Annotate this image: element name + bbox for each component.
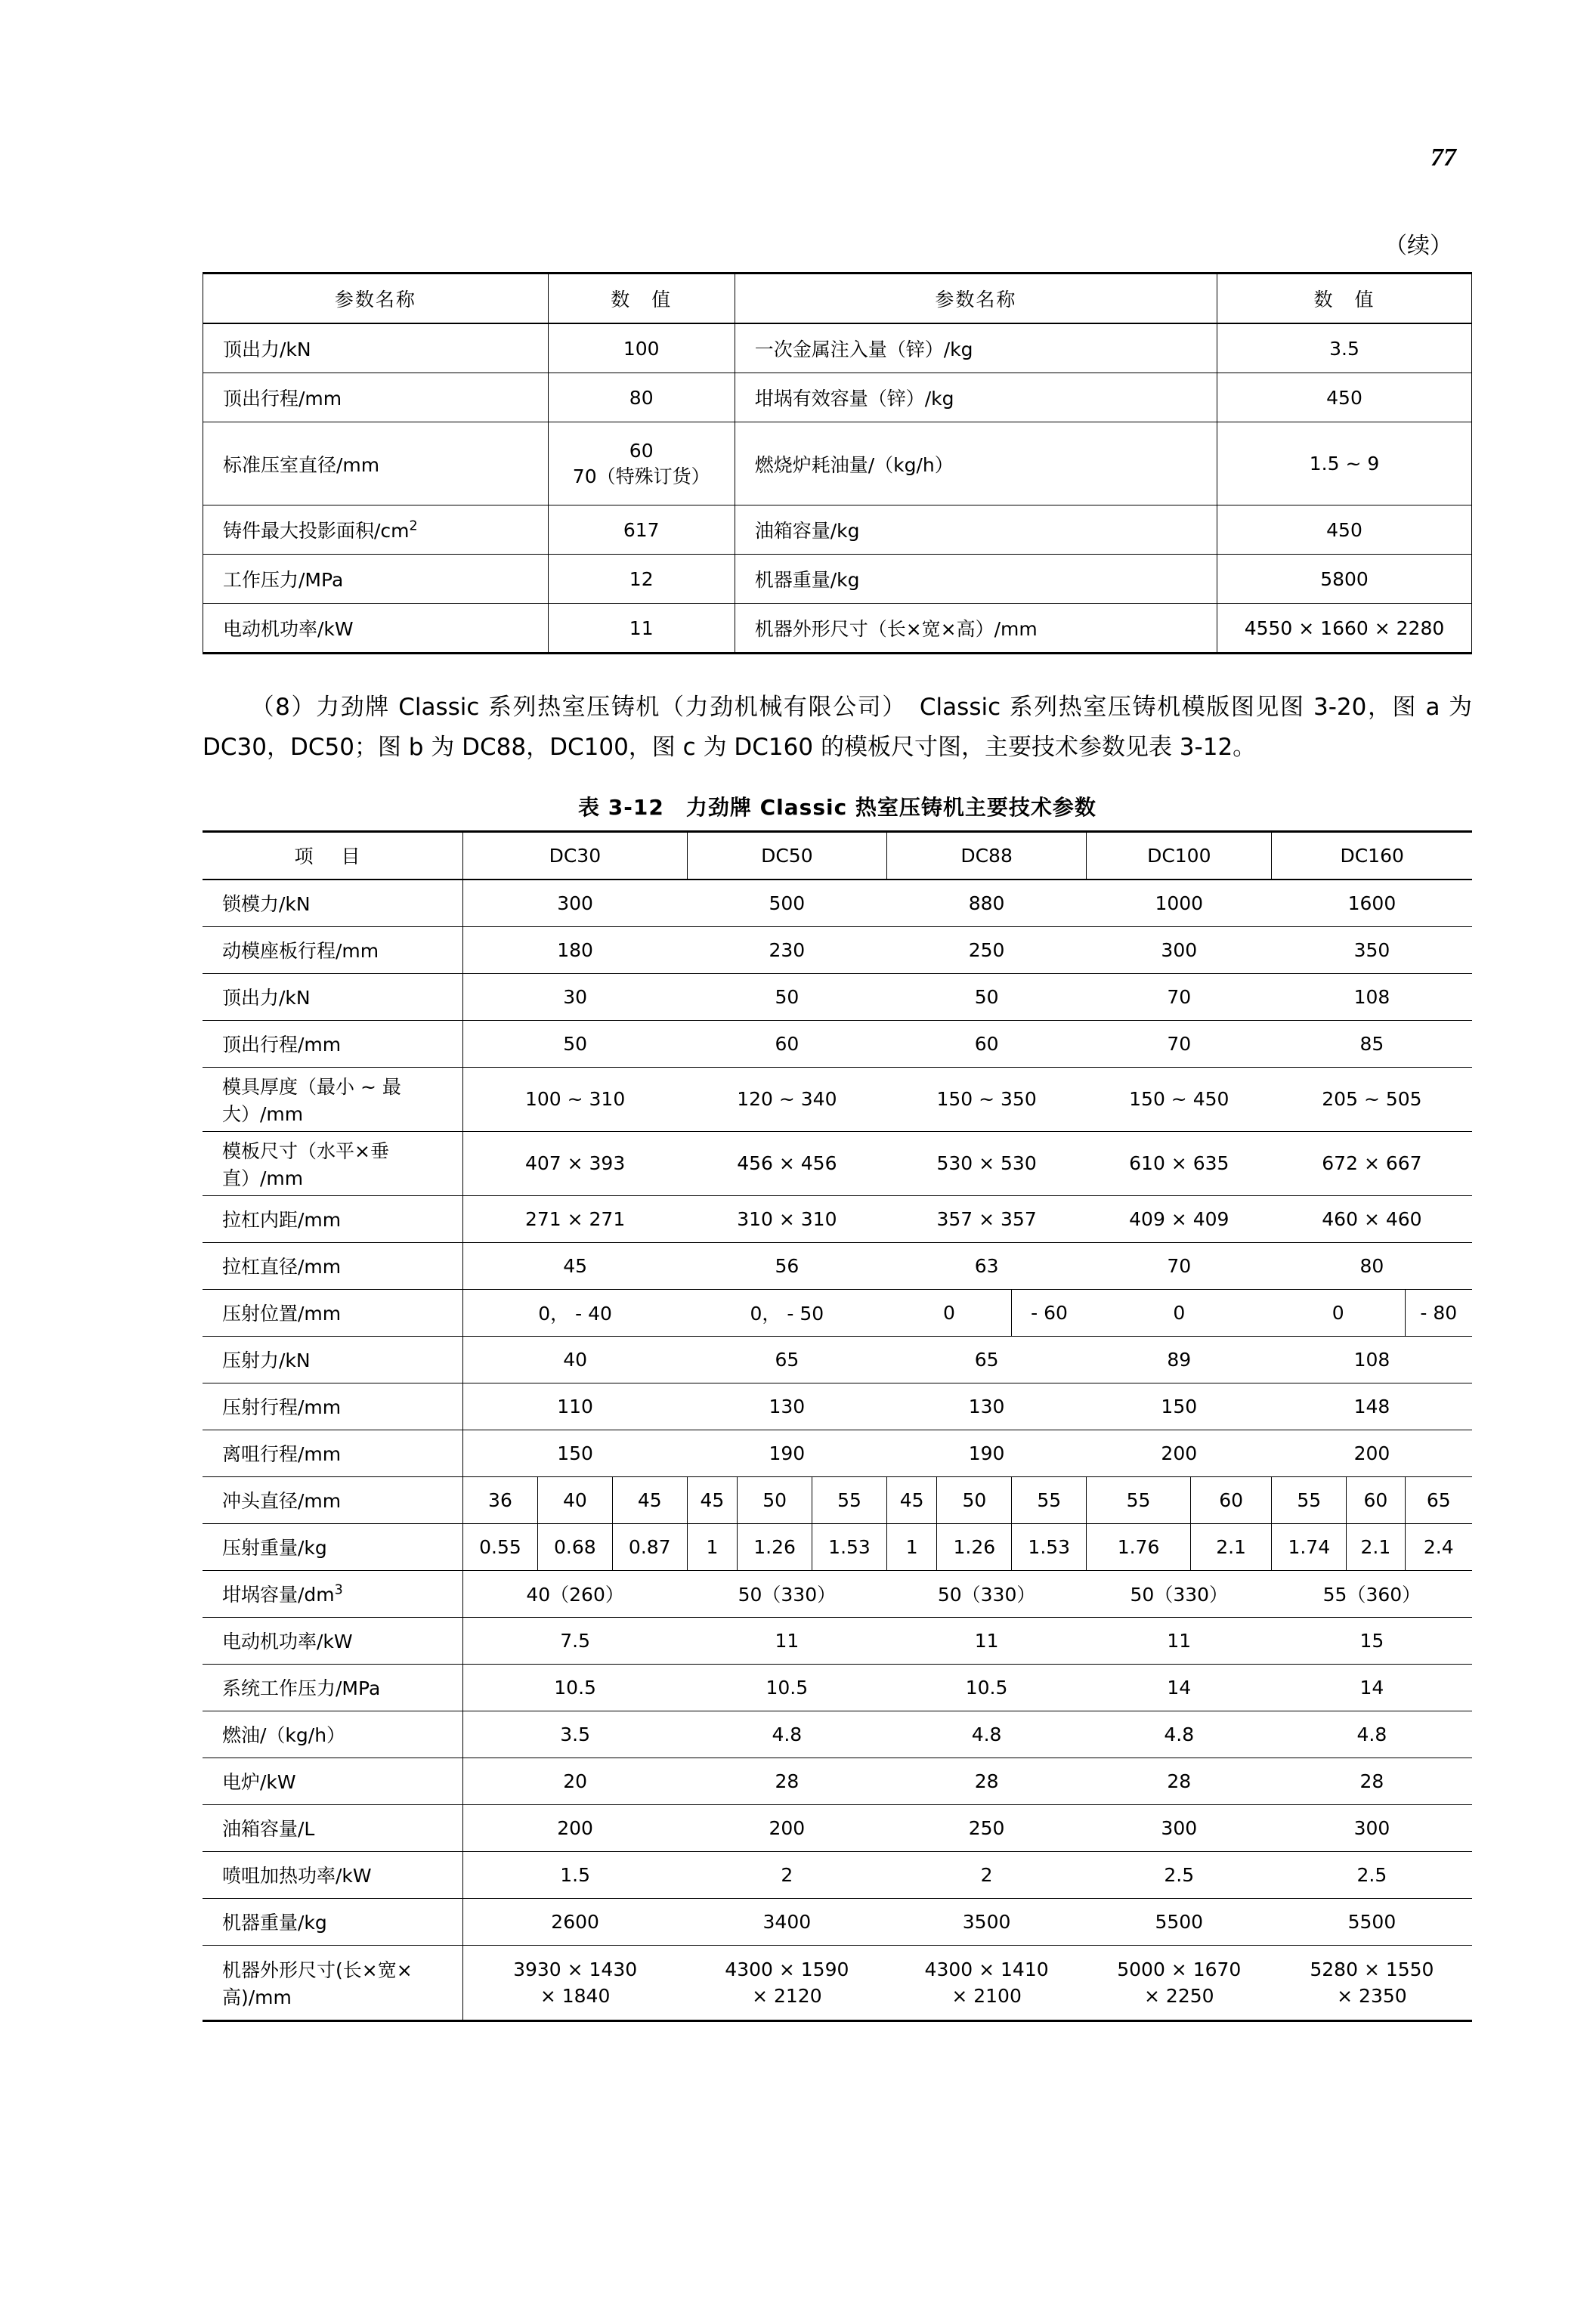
table-row	[203, 1476, 1472, 1523]
cell-item: 压射重量/kg	[203, 1523, 463, 1570]
cell-value-dc50: 190	[687, 1430, 886, 1476]
cell-value-dc30-3: 0.87	[612, 1523, 687, 1570]
cell-value-dc30: 40	[463, 1336, 688, 1383]
cell-item: 系统工作压力/MPa	[203, 1664, 463, 1711]
cell-value-dc88: 63	[886, 1242, 1086, 1289]
cell-value-dc30-2: 0.68	[537, 1523, 612, 1570]
table-row	[203, 1020, 1472, 1067]
cell-value: 1.5 ~ 9	[1217, 422, 1472, 505]
cell-value-dc160	[1272, 1945, 1472, 2020]
cell-value-dc50: 10.5	[687, 1664, 886, 1711]
cell-item: 模具厚度（最小 ~ 最大）/mm	[203, 1067, 463, 1131]
cell-value-dc160-b: - 80	[1405, 1289, 1472, 1336]
cell-value-dc160: 28	[1272, 1758, 1472, 1804]
cell-line1: 4300 × 1410	[924, 1958, 1049, 1980]
cell-value-dc100	[1087, 1945, 1272, 2020]
table-row	[203, 1570, 1472, 1617]
cell-value-dc30: 271 × 271	[463, 1195, 688, 1242]
cell-line2: × 2350	[1337, 1984, 1407, 2007]
cell-value-dc30: 200	[463, 1804, 688, 1851]
cell-item: 油箱容量/L	[203, 1804, 463, 1851]
cell-value-dc160: 108	[1272, 973, 1472, 1020]
cell-item: 机器重量/kg	[203, 1898, 463, 1945]
cell-value: 5800	[1217, 555, 1472, 604]
col-header-dc88: DC88	[886, 831, 1086, 880]
cell-value-dc30: 0， - 40	[463, 1289, 688, 1336]
cell-item: 顶出力/kN	[203, 973, 463, 1020]
cell-param-name: 标准压室直径/mm	[203, 422, 549, 505]
cell-value-dc100-2: 2.1	[1190, 1523, 1272, 1570]
cell-param-name: 顶出行程/mm	[203, 373, 549, 422]
cell-line2: × 1840	[540, 1984, 611, 2007]
table-row	[203, 1336, 1472, 1383]
table-row	[203, 880, 1472, 927]
cell-value-dc88: 250	[886, 1804, 1086, 1851]
cell-value-dc160: 5500	[1272, 1898, 1472, 1945]
cell-value-dc30: 1.5	[463, 1851, 688, 1898]
cell-item: 压射行程/mm	[203, 1383, 463, 1430]
cell-value-dc88: 60	[886, 1020, 1086, 1067]
cell-value-dc30: 7.5	[463, 1617, 688, 1664]
cell-value-dc160: 14	[1272, 1664, 1472, 1711]
table-row	[203, 926, 1472, 973]
table-row	[203, 555, 1472, 604]
cell-item: 顶出行程/mm	[203, 1020, 463, 1067]
cell-value-dc100: 70	[1087, 1242, 1272, 1289]
cell-value-dc160: 15	[1272, 1617, 1472, 1664]
cell-value-dc88: 880	[886, 880, 1086, 927]
cell-value-dc160: 80	[1272, 1242, 1472, 1289]
cell-value-dc160-3: 2.4	[1405, 1523, 1472, 1570]
cell-value-dc88: 357 × 357	[886, 1195, 1086, 1242]
table-row	[203, 373, 1472, 422]
cell-value: 3.5	[1217, 323, 1472, 373]
cell-value-dc88-1: 45	[886, 1476, 936, 1523]
cell-value-dc100: 409 × 409	[1087, 1195, 1272, 1242]
cell-value-dc30: 50	[463, 1020, 688, 1067]
cell-value-dc30: 110	[463, 1383, 688, 1430]
cell-value: 4550 × 1660 × 2280	[1217, 604, 1472, 654]
cell-item: 锁模力/kN	[203, 880, 463, 927]
col-header-dc160: DC160	[1272, 831, 1472, 880]
table-row	[203, 604, 1472, 654]
cell-item: 电动机功率/kW	[203, 1617, 463, 1664]
table-row	[203, 1523, 1472, 1570]
table-row	[203, 1383, 1472, 1430]
cell-value-dc160-3: 65	[1405, 1476, 1472, 1523]
table-row	[203, 1758, 1472, 1804]
cell-value-dc30: 10.5	[463, 1664, 688, 1711]
cell-value-dc88: 4.8	[886, 1711, 1086, 1758]
cell-value-dc100: 70	[1087, 973, 1272, 1020]
cell-value-dc50: 60	[687, 1020, 886, 1067]
cell-value-dc50: 130	[687, 1383, 886, 1430]
cell-line2: × 2250	[1144, 1984, 1214, 2007]
table-row	[203, 1898, 1472, 1945]
cell-value-dc100-2: 60	[1190, 1476, 1272, 1523]
cell-value-dc50: 200	[687, 1804, 886, 1851]
cell-value-dc50-1: 45	[687, 1476, 737, 1523]
col-header-dc100: DC100	[1087, 831, 1272, 880]
cell-value-dc100: 70	[1087, 1020, 1272, 1067]
cell-value-dc160: 350	[1272, 926, 1472, 973]
cell-value-dc100: 28	[1087, 1758, 1272, 1804]
cell-value-dc30: 180	[463, 926, 688, 973]
page-number: 77	[1431, 144, 1456, 172]
cell-value-dc50-2: 1.26	[738, 1523, 812, 1570]
cell-value-dc30: 3.5	[463, 1711, 688, 1758]
cell-value-dc50: 120 ~ 340	[687, 1067, 886, 1131]
cell-value-dc50	[687, 1945, 886, 2020]
table-row	[203, 1195, 1472, 1242]
cell-value-dc30	[463, 1945, 688, 2020]
col-header-value-2: 数 值	[1217, 274, 1472, 324]
table-row	[203, 973, 1472, 1020]
table-row	[203, 505, 1472, 555]
cell-value: 450	[1217, 373, 1472, 422]
cell-value-dc50-3: 1.53	[812, 1523, 887, 1570]
cell-value: 11	[548, 604, 735, 654]
cell-line1: 5000 × 1670	[1117, 1958, 1242, 1980]
cell-value-dc88	[886, 1945, 1086, 2020]
cell-value-dc50: 310 × 310	[687, 1195, 886, 1242]
table-row	[203, 1851, 1472, 1898]
cell-value-dc160: 300	[1272, 1804, 1472, 1851]
cell-value-line2: 70（特殊订货）	[572, 465, 710, 487]
cell-item: 离咀行程/mm	[203, 1430, 463, 1476]
cell-item: 压射力/kN	[203, 1336, 463, 1383]
cell-item: 电炉/kW	[203, 1758, 463, 1804]
cell-value-dc30: 20	[463, 1758, 688, 1804]
table-row	[203, 274, 1472, 324]
cell-value-dc50: 3400	[687, 1898, 886, 1945]
col-header-param-name-2: 参数名称	[735, 274, 1217, 324]
cell-param-name: 油箱容量/kg	[735, 505, 1217, 555]
table-row	[203, 1289, 1472, 1336]
cell-value-dc160-2: 60	[1347, 1476, 1405, 1523]
table-classic-specs	[203, 830, 1472, 2022]
cell-value: 100	[548, 323, 735, 373]
cell-value-dc100: 0	[1087, 1289, 1272, 1336]
cell-value-dc160: 2.5	[1272, 1851, 1472, 1898]
cell-value-dc50: 2	[687, 1851, 886, 1898]
cell-value-dc50-1: 1	[687, 1523, 737, 1570]
cell-value-dc100-1: 1.76	[1087, 1523, 1191, 1570]
body-paragraph	[203, 688, 1472, 768]
cell-value-dc88: 250	[886, 926, 1086, 973]
col-header-param-name-1: 参数名称	[203, 274, 549, 324]
col-header-dc50: DC50	[687, 831, 886, 880]
cell-value-dc88: 130	[886, 1383, 1086, 1430]
cell-value-dc88-2: 50	[937, 1476, 1012, 1523]
cell-value-dc88-b: - 60	[1012, 1289, 1087, 1336]
continued-label: （续）	[1384, 233, 1452, 259]
table-row	[203, 831, 1472, 880]
cell-value-dc50: 500	[687, 880, 886, 927]
cell-value-dc88: 10.5	[886, 1664, 1086, 1711]
cell-item: 动模座板行程/mm	[203, 926, 463, 973]
cell-value-dc88: 50	[886, 973, 1086, 1020]
cell-value	[548, 422, 735, 505]
cell-value-dc100: 4.8	[1087, 1711, 1272, 1758]
cell-value-dc88: 190	[886, 1430, 1086, 1476]
table-caption: 表 3-12 力劲牌 Classic 热室压铸机主要技术参数	[578, 794, 1096, 820]
cell-value-dc88-1: 1	[886, 1523, 936, 1570]
cell-value-dc160-a: 0	[1272, 1289, 1405, 1336]
cell-value-dc50-3: 55	[812, 1476, 887, 1523]
table-row	[203, 1067, 1472, 1131]
cell-value-dc30: 407 × 393	[463, 1131, 688, 1195]
col-header-dc30: DC30	[463, 831, 688, 880]
cell-value-dc50: 50	[687, 973, 886, 1020]
cell-value-dc30: 150	[463, 1430, 688, 1476]
cell-value-dc88-3: 1.53	[1012, 1523, 1087, 1570]
cell-value-dc88: 65	[886, 1336, 1086, 1383]
cell-value-line1: 60	[629, 439, 654, 462]
cell-value-dc160: 55（360）	[1272, 1570, 1472, 1617]
cell-value-dc100: 89	[1087, 1336, 1272, 1383]
cell-value: 12	[548, 555, 735, 604]
cell-value-dc160: 1600	[1272, 880, 1472, 927]
cell-value-dc160: 108	[1272, 1336, 1472, 1383]
cell-value-dc30: 100 ~ 310	[463, 1067, 688, 1131]
cell-param-name: 一次金属注入量（锌）/kg	[735, 323, 1217, 373]
table-row	[203, 1242, 1472, 1289]
cell-value-dc30: 2600	[463, 1898, 688, 1945]
cell-value-dc100: 200	[1087, 1430, 1272, 1476]
cell-value: 80	[548, 373, 735, 422]
cell-param-name: 机器外形尺寸（长×宽×高）/mm	[735, 604, 1217, 654]
cell-value-dc30: 40（260）	[463, 1570, 688, 1617]
cell-value-dc160: 205 ~ 505	[1272, 1067, 1472, 1131]
cell-value-dc30-1: 36	[463, 1476, 538, 1523]
cell-value-dc88: 28	[886, 1758, 1086, 1804]
cell-item: 坩埚容量$/dm^3$	[203, 1570, 463, 1617]
cell-value-dc100: 610 × 635	[1087, 1131, 1272, 1195]
cell-item: 冲头直径/mm	[203, 1476, 463, 1523]
cell-item: 模板尺寸（水平×垂直）/mm	[203, 1131, 463, 1195]
cell-line1: 3930 × 1430	[513, 1958, 638, 1980]
cell-value-dc100: 5500	[1087, 1898, 1272, 1945]
cell-line2: × 2100	[951, 1984, 1022, 2007]
cell-value-dc100: 2.5	[1087, 1851, 1272, 1898]
cell-value-dc160: 200	[1272, 1430, 1472, 1476]
table-continued-parameters	[203, 272, 1472, 654]
cell-value-dc50: 456 × 456	[687, 1131, 886, 1195]
cell-value-dc50-2: 50	[738, 1476, 812, 1523]
cell-param-name: 顶出力/kN	[203, 323, 549, 373]
cell-value-dc100: 14	[1087, 1664, 1272, 1711]
cell-value-dc50: 50（330）	[687, 1570, 886, 1617]
cell-value-dc30: 30	[463, 973, 688, 1020]
cell-value-dc30: 300	[463, 880, 688, 927]
table-row	[203, 1430, 1472, 1476]
cell-value-dc160: 4.8	[1272, 1711, 1472, 1758]
cell-param-name: 电动机功率/kW	[203, 604, 549, 654]
cell-param-name: 燃烧炉耗油量/（kg/h）	[735, 422, 1217, 505]
cell-value-dc160: 672 × 667	[1272, 1131, 1472, 1195]
cell-value-dc100: 150	[1087, 1383, 1272, 1430]
cell-param-name: 铸件最大投影面积$/cm^2$	[203, 505, 549, 555]
paragraph-text: 力劲牌 Classic 系列热室压铸机（力劲机械有限公司） Classic 系列热室压铸机模版图见图 3-20，图 a 为 DC30，DC50；图 b 为 DC88，DC100，图 c 为 DC160 的模板尺寸图，主要技术参数见表 3-12。	[203, 694, 1472, 762]
cell-value-dc88: 11	[886, 1617, 1086, 1664]
cell-value: 617	[548, 505, 735, 555]
table-row	[203, 422, 1472, 505]
cell-value-dc160-1: 55	[1272, 1476, 1347, 1523]
cell-value-dc50: 65	[687, 1336, 886, 1383]
cell-value-dc100-1: 55	[1087, 1476, 1191, 1523]
cell-value-dc100: 150 ~ 450	[1087, 1067, 1272, 1131]
cell-value-dc100: 11	[1087, 1617, 1272, 1664]
cell-value-dc50: 230	[687, 926, 886, 973]
cell-value-dc30-3: 45	[612, 1476, 687, 1523]
cell-value-dc30-2: 40	[537, 1476, 612, 1523]
cell-value-dc30: 45	[463, 1242, 688, 1289]
cell-param-name: 坩埚有效容量（锌）/kg	[735, 373, 1217, 422]
cell-value-dc88-2: 1.26	[937, 1523, 1012, 1570]
cell-value-dc100: 300	[1087, 1804, 1272, 1851]
cell-value: 450	[1217, 505, 1472, 555]
cell-item: 喷咀加热功率/kW	[203, 1851, 463, 1898]
col-header-item: 项 目	[203, 831, 463, 880]
table-row	[203, 323, 1472, 373]
cell-value-dc100: 300	[1087, 926, 1272, 973]
cell-value-dc88: 2	[886, 1851, 1086, 1898]
table-row	[203, 1711, 1472, 1758]
cell-item: 压射位置/mm	[203, 1289, 463, 1336]
page-content	[203, 272, 1472, 2022]
table-row	[203, 1617, 1472, 1664]
cell-line1: 5280 × 1550	[1310, 1958, 1434, 1980]
cell-value-dc50: 11	[687, 1617, 886, 1664]
cell-value-dc160: 148	[1272, 1383, 1472, 1430]
cell-value-dc160: 460 × 460	[1272, 1195, 1472, 1242]
cell-line1: 4300 × 1590	[725, 1958, 849, 1980]
cell-param-name: 工作压力/MPa	[203, 555, 549, 604]
cell-value-dc88-a: 0	[886, 1289, 1011, 1336]
cell-value-dc88: 3500	[886, 1898, 1086, 1945]
paragraph-number: （8）	[249, 694, 317, 721]
table-row	[203, 1804, 1472, 1851]
cell-item: 燃油/（kg/h）	[203, 1711, 463, 1758]
table-row	[203, 1131, 1472, 1195]
cell-value-dc100: 50（330）	[1087, 1570, 1272, 1617]
cell-value-dc88: 530 × 530	[886, 1131, 1086, 1195]
cell-item: 拉杠直径/mm	[203, 1242, 463, 1289]
cell-item: 机器外形尺寸(长×宽×高)/mm	[203, 1945, 463, 2020]
cell-item: 拉杠内距/mm	[203, 1195, 463, 1242]
cell-value-dc50: 28	[687, 1758, 886, 1804]
table-row	[203, 1945, 1472, 2020]
cell-value-dc88: 50（330）	[886, 1570, 1086, 1617]
cell-value-dc88-3: 55	[1012, 1476, 1087, 1523]
cell-value-dc100: 1000	[1087, 880, 1272, 927]
cell-line2: × 2120	[752, 1984, 822, 2007]
cell-value-dc160-1: 1.74	[1272, 1523, 1347, 1570]
cell-value-dc160-2: 2.1	[1347, 1523, 1405, 1570]
cell-value-dc88: 150 ~ 350	[886, 1067, 1086, 1131]
cell-param-name: 机器重量/kg	[735, 555, 1217, 604]
col-header-value-1: 数 值	[548, 274, 735, 324]
cell-value-dc30-1: 0.55	[463, 1523, 538, 1570]
cell-value-dc50: 4.8	[687, 1711, 886, 1758]
cell-value-dc50: 0， - 50	[687, 1289, 886, 1336]
cell-value-dc50: 56	[687, 1242, 886, 1289]
cell-value-dc160: 85	[1272, 1020, 1472, 1067]
table-row	[203, 1664, 1472, 1711]
